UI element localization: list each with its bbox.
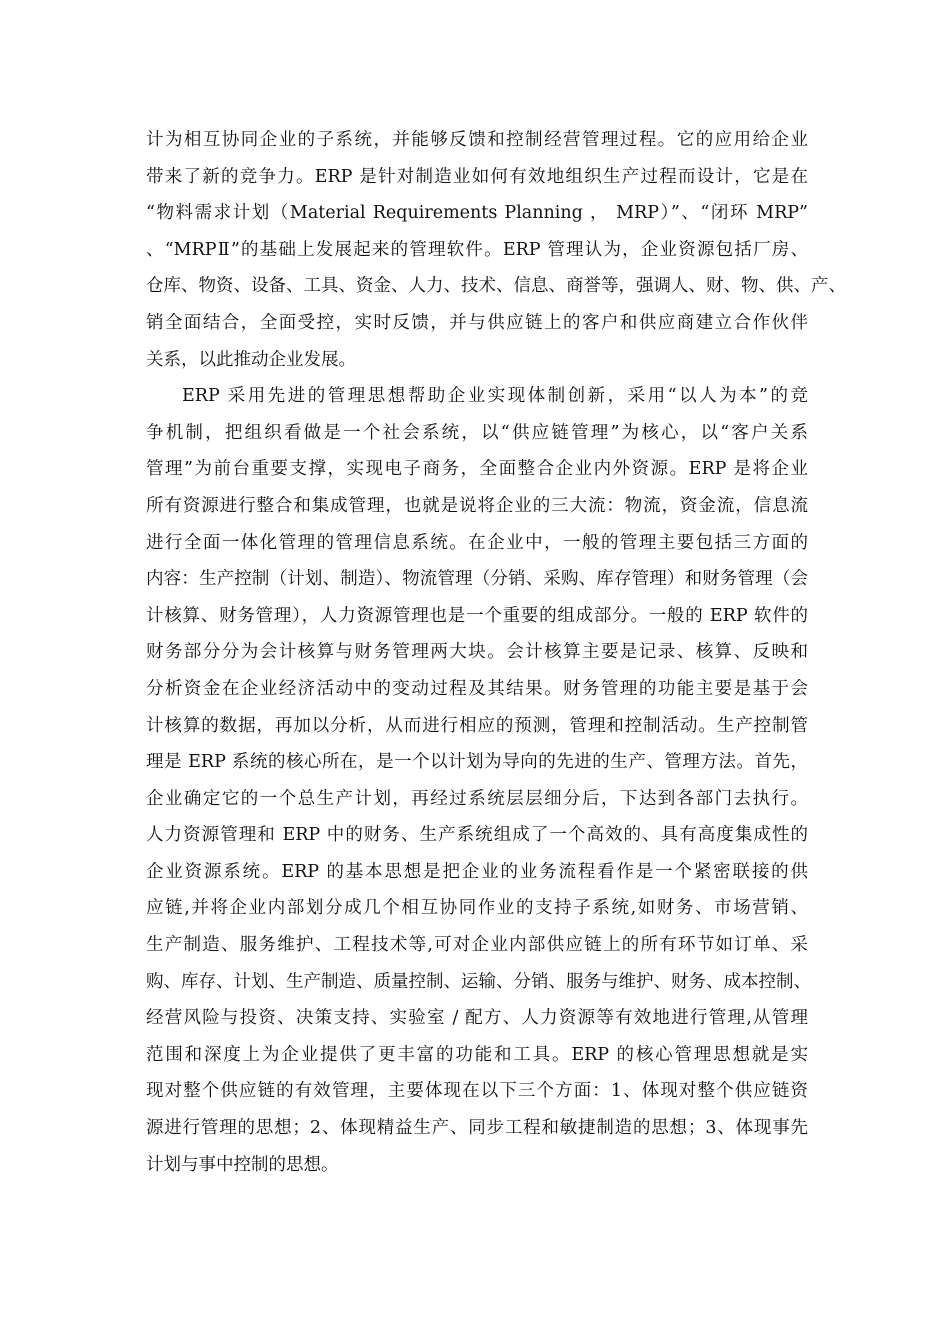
- text-line: 内容：生产控制（计划、制造）、物流管理（分销、采购、库存管理）和财务管理（会: [146, 569, 808, 590]
- text-line: 范围和深度上为企业提供了更丰富的功能和工具。ERP 的核心管理思想就是实: [146, 1044, 808, 1065]
- text-line: 所有资源进行整合和集成管理，也就是说将企业的三大流：物流，资金流，信息流: [146, 495, 808, 516]
- text-line: 分析资金在企业经济活动中的变动过程及其结果。财务管理的功能主要是基于会: [146, 678, 808, 699]
- text-line: ERP 采用先进的管理思想帮助企业实现体制创新，采用“以人为本”的竞: [182, 386, 808, 407]
- text-line: 计划与事中控制的思想。: [146, 1154, 339, 1175]
- text-line: 应链,并将企业内部划分成几个相互协同作业的支持子系统,如财务、市场营销、: [146, 898, 808, 919]
- text-line: 计核算、财务管理），人力资源管理也是一个重要的组成部分。一般的 ERP 软件的: [146, 605, 808, 626]
- paragraph-2: [146, 378, 811, 1183]
- text-line: 现对整个供应链的有效管理，主要体现在以下三个方面：1、体现对整个供应链资: [146, 1081, 808, 1102]
- text-line: 人力资源管理和 ERP 中的财务、生产系统组成了一个高效的、具有高度集成性的: [146, 825, 808, 846]
- text-line: 管理”为前台重要支撑，实现电子商务，全面整合企业内外资源。ERP 是将企业: [146, 459, 808, 480]
- text-line: 企业资源系统。ERP 的基本思想是把企业的业务流程看作是一个紧密联接的供: [146, 861, 808, 882]
- text-line: 计核算的数据，再加以分析，从而进行相应的预测，管理和控制活动。生产控制管: [146, 715, 808, 736]
- text-line: 购、库存、计划、生产制造、质量控制、运输、分销、服务与维护、财务、成本控制、: [146, 971, 811, 992]
- text-line: 争机制，把组织看做是一个社会系统，以“供应链管理”为核心，以“客户关系: [146, 422, 808, 443]
- text-line: “物料需求计划（Material Requirements Planning ， MRP）”、“闭环 MRP”: [146, 203, 808, 224]
- text-line: 仓库、物资、设备、工具、资金、人力、技术、信息、商誉等，强调人、财、物、供、产、: [146, 276, 846, 297]
- text-line: 销全面结合，全面受控，实时反馈，并与供应链上的客户和供应商建立合作伙伴: [146, 312, 808, 333]
- text-line: 财务部分分为会计核算与财务管理两大块。会计核算主要是记录、核算、反映和: [146, 642, 808, 663]
- text-line: 进行全面一体化管理的管理信息系统。在企业中，一般的管理主要包括三方面的: [146, 532, 808, 553]
- text-line: 源进行管理的思想；2、体现精益生产、同步工程和敏捷制造的思想；3、体现事先: [146, 1118, 808, 1139]
- text-line: 、“MRPⅡ”的基础上发展起来的管理软件。ERP 管理认为，企业资源包括厂房、: [146, 239, 808, 260]
- text-line: 带来了新的竞争力。ERP 是针对制造业如何有效地组织生产过程而设计，它是在: [146, 166, 808, 187]
- paragraph-1: [146, 122, 846, 378]
- body-text: [146, 122, 846, 1183]
- text-line: 关系，以此推动企业发展。: [146, 349, 356, 370]
- text-line: 计为相互协同企业的子系统，并能够反馈和控制经营管理过程。它的应用给企业: [146, 130, 808, 150]
- text-line: 理是 ERP 系统的核心所在，是一个以计划为导向的先进的生产、管理方法。首先，: [146, 752, 808, 773]
- text-line: 企业确定它的一个总生产计划，再经过系统层层细分后，下达到各部门去执行。: [146, 788, 808, 809]
- text-line: 生产制造、服务维护、工程技术等,可对企业内部供应链上的所有环节如订单、采: [146, 935, 808, 956]
- text-line: 经营风险与投资、决策支持、实验室 / 配方、人力资源等有效地进行管理,从管理: [146, 1008, 808, 1029]
